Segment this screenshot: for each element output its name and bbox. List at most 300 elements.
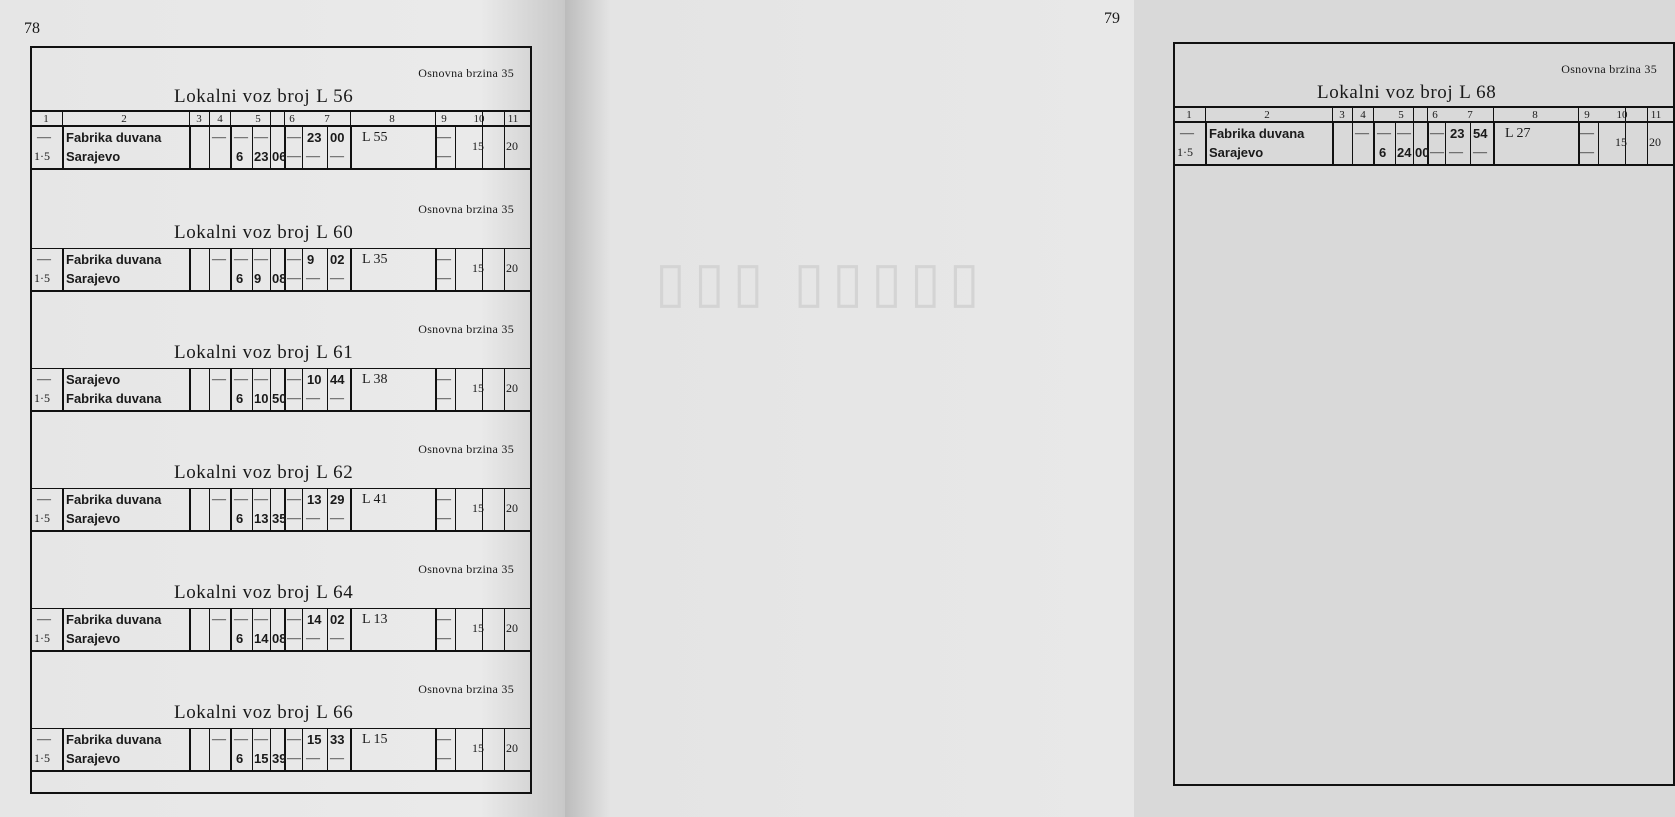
empty-dash: —: [287, 492, 301, 507]
arrival-minute: 50: [272, 391, 287, 406]
column-divider: [350, 112, 351, 125]
column-divider: [230, 729, 232, 770]
empty-dash: —: [1580, 126, 1594, 141]
column-divider: [302, 489, 303, 530]
column-divider: [302, 127, 303, 168]
col10-value: 15: [472, 741, 484, 755]
departure-minute: 02: [330, 612, 345, 627]
km-value: 1·5: [34, 271, 50, 285]
column-divider: [209, 489, 210, 530]
empty-dash: —: [437, 149, 451, 164]
arrival-col3-value: 6: [1379, 145, 1387, 160]
empty-dash: —: [212, 492, 226, 507]
departure-hour: 9: [307, 252, 315, 267]
column-divider: [62, 369, 64, 410]
column-divider: [284, 112, 285, 125]
empty-dash: —: [1473, 145, 1487, 160]
column-divider: [482, 112, 483, 125]
empty-dash: —: [254, 732, 268, 747]
empty-dash: —: [437, 612, 451, 627]
arrival-hour: 14: [254, 631, 269, 646]
empty-dash: —: [330, 511, 344, 526]
column-header-label: 6: [289, 113, 295, 125]
departure-minute: 44: [330, 372, 345, 387]
crossing-train: L 35: [362, 252, 388, 267]
empty-dash: —: [287, 391, 301, 406]
col11-value: 20: [506, 621, 518, 635]
column-divider: [209, 249, 210, 290]
col11-value: 20: [506, 501, 518, 515]
column-divider: [1332, 108, 1333, 121]
col10-value: 15: [472, 381, 484, 395]
column-divider: [350, 249, 352, 290]
speed-label: Osnovna brzina 35: [418, 442, 514, 456]
empty-dash: —: [437, 751, 451, 766]
train-block: [32, 544, 530, 662]
column-divider: [1373, 108, 1374, 121]
departure-minute: 00: [330, 130, 345, 145]
empty-dash: —: [437, 732, 451, 747]
column-header-label: 10: [1616, 109, 1628, 121]
timetable-row: [32, 608, 530, 652]
empty-dash: —: [234, 372, 248, 387]
column-divider: [209, 369, 210, 410]
column-divider: [62, 127, 64, 168]
station-to: Sarajevo: [1209, 145, 1264, 160]
empty-dash: —: [1430, 145, 1444, 160]
empty-dash: —: [212, 130, 226, 145]
train-block: [32, 424, 530, 542]
column-divider: [252, 127, 253, 168]
empty-dash: —: [437, 252, 451, 267]
empty-dash: —: [234, 252, 248, 267]
column-divider: [62, 729, 64, 770]
empty-dash: —: [254, 130, 268, 145]
train-title-text: Lokalni voz broj: [174, 222, 311, 243]
column-divider: [455, 369, 456, 410]
empty-dash: —: [306, 631, 320, 646]
train-title: [174, 342, 353, 364]
station-to: Sarajevo: [66, 149, 121, 164]
speed-label: Osnovna brzina 35: [418, 562, 514, 576]
column-divider: [1625, 108, 1626, 121]
column-divider: [230, 369, 232, 410]
speed-label: Osnovna brzina 35: [418, 682, 514, 696]
train-title-text: Lokalni voz broj: [174, 342, 311, 363]
col11-value: 20: [506, 261, 518, 275]
column-divider: [455, 249, 456, 290]
train-title: [174, 702, 353, 724]
column-divider: [504, 489, 505, 530]
station-from: Fabrika duvana: [66, 252, 162, 267]
col11-value: 20: [1649, 135, 1661, 149]
column-divider: [189, 729, 191, 770]
column-divider: [230, 489, 232, 530]
arrival-col3-value: 6: [236, 149, 244, 164]
arrival-hour: 10: [254, 391, 269, 406]
column-header-label: 2: [121, 113, 127, 125]
empty-dash: —: [1449, 145, 1463, 160]
km-dash: —: [37, 732, 51, 747]
column-divider: [1413, 108, 1414, 121]
km-value: 1·5: [34, 391, 50, 405]
column-divider: [350, 729, 352, 770]
column-divider: [1427, 108, 1428, 121]
column-header-label: 7: [1467, 109, 1473, 121]
column-divider: [327, 729, 328, 770]
arrival-hour: 9: [254, 271, 262, 286]
empty-dash: —: [287, 130, 301, 145]
column-header-label: 1: [1186, 109, 1192, 121]
column-divider: [270, 112, 271, 125]
timetable-frame-left: [30, 46, 532, 794]
empty-dash: —: [212, 732, 226, 747]
empty-dash: —: [330, 391, 344, 406]
column-header-label: 9: [1584, 109, 1590, 121]
crossing-train: L 13: [362, 612, 388, 627]
column-header-label: 4: [1360, 109, 1366, 121]
column-divider: [1445, 123, 1446, 164]
page-number-right: 79: [1104, 10, 1120, 27]
column-header-label: 5: [255, 113, 261, 125]
empty-dash: —: [234, 612, 248, 627]
column-header-label: 3: [1339, 109, 1345, 121]
column-divider: [1647, 108, 1648, 121]
column-header-label: 1: [43, 113, 49, 125]
col10-value: 15: [472, 261, 484, 275]
column-divider: [230, 609, 232, 650]
train-number: L 64: [316, 582, 354, 603]
empty-dash: —: [287, 372, 301, 387]
column-divider: [252, 609, 253, 650]
arrival-minute: 35: [272, 511, 287, 526]
column-divider: [327, 609, 328, 650]
col10-value: 15: [472, 621, 484, 635]
column-divider: [189, 609, 191, 650]
train-number: L 68: [1459, 82, 1497, 103]
column-divider: [327, 369, 328, 410]
column-divider: [1205, 123, 1207, 164]
empty-dash: —: [1355, 126, 1369, 141]
column-divider: [504, 729, 505, 770]
column-divider: [209, 127, 210, 168]
train-title-text: Lokalni voz broj: [1317, 82, 1454, 103]
column-divider: [189, 112, 190, 125]
arrival-col3-value: 6: [236, 631, 244, 646]
km-value: 1·5: [34, 631, 50, 645]
arrival-col3-value: 6: [236, 271, 244, 286]
station-to: Sarajevo: [66, 751, 121, 766]
station-from: Fabrika duvana: [66, 612, 162, 627]
column-divider: [350, 609, 352, 650]
column-header-row: [32, 110, 530, 126]
station-from: Fabrika duvana: [66, 732, 162, 747]
empty-dash: —: [437, 511, 451, 526]
empty-dash: —: [212, 252, 226, 267]
column-divider: [270, 609, 271, 650]
column-divider: [230, 127, 232, 168]
column-divider: [252, 369, 253, 410]
col10-value: 15: [1615, 135, 1627, 149]
empty-dash: —: [287, 732, 301, 747]
col11-value: 20: [506, 139, 518, 153]
arrival-hour: 23: [254, 149, 269, 164]
empty-dash: —: [234, 492, 248, 507]
column-divider: [504, 112, 505, 125]
column-header-label: 8: [389, 113, 395, 125]
km-dash: —: [37, 492, 51, 507]
empty-dash: —: [306, 391, 320, 406]
left-page: [0, 0, 565, 817]
arrival-minute: 06: [272, 149, 287, 164]
train-title: [1317, 82, 1496, 104]
departure-hour: 15: [307, 732, 322, 747]
column-divider: [270, 489, 271, 530]
km-value: 1·5: [34, 511, 50, 525]
train-block: [32, 184, 530, 302]
timetable-frame-right: [1173, 42, 1675, 786]
column-divider: [455, 489, 456, 530]
empty-dash: —: [254, 612, 268, 627]
column-divider: [504, 609, 505, 650]
empty-dash: —: [306, 751, 320, 766]
crossing-train: L 55: [362, 130, 388, 145]
timetable-row: [32, 488, 530, 532]
km-dash: —: [37, 372, 51, 387]
crossing-train: L 27: [1505, 126, 1531, 141]
empty-dash: —: [330, 631, 344, 646]
train-number: L 61: [316, 342, 354, 363]
empty-dash: —: [287, 149, 301, 164]
empty-dash: —: [234, 130, 248, 145]
departure-minute: 33: [330, 732, 345, 747]
arrival-minute: 08: [272, 631, 287, 646]
train-block: [32, 664, 530, 782]
train-title: [174, 86, 353, 108]
station-to: Fabrika duvana: [66, 391, 162, 406]
column-divider: [209, 729, 210, 770]
train-number: L 60: [316, 222, 354, 243]
column-divider: [1395, 123, 1396, 164]
column-divider: [1352, 123, 1353, 164]
train-block: [32, 48, 530, 166]
km-value: 1·5: [1177, 145, 1193, 159]
crossing-train: L 15: [362, 732, 388, 747]
arrival-col3-value: 6: [236, 751, 244, 766]
column-divider: [1470, 123, 1471, 164]
empty-dash: —: [437, 492, 451, 507]
right-page: [565, 0, 1662, 817]
col10-value: 15: [472, 139, 484, 153]
show-through-watermark: ▯▯▯ ▯▯▯▯▯: [655, 252, 988, 314]
arrival-minute: 08: [272, 271, 287, 286]
train-title: [174, 582, 353, 604]
empty-dash: —: [306, 271, 320, 286]
column-divider: [230, 249, 232, 290]
empty-dash: —: [212, 372, 226, 387]
train-title: [174, 462, 353, 484]
column-divider: [252, 729, 253, 770]
column-header-label: 6: [1432, 109, 1438, 121]
empty-dash: —: [437, 372, 451, 387]
speed-label: Osnovna brzina 35: [418, 66, 514, 80]
station-from: Fabrika duvana: [1209, 126, 1305, 141]
column-divider: [302, 369, 303, 410]
column-divider: [1598, 123, 1599, 164]
train-block: [1175, 44, 1673, 162]
empty-dash: —: [1377, 126, 1391, 141]
timetable-row: [32, 126, 530, 170]
speed-label: Osnovna brzina 35: [1561, 62, 1657, 76]
station-to: Sarajevo: [66, 271, 121, 286]
empty-dash: —: [1430, 126, 1444, 141]
column-divider: [327, 127, 328, 168]
column-divider: [504, 127, 505, 168]
arrival-minute: 00: [1415, 145, 1430, 160]
column-divider: [189, 489, 191, 530]
column-divider: [252, 249, 253, 290]
empty-dash: —: [287, 612, 301, 627]
column-divider: [62, 249, 64, 290]
column-header-label: 4: [217, 113, 223, 125]
departure-hour: 23: [307, 130, 322, 145]
station-from: Sarajevo: [66, 372, 121, 387]
station-from: Fabrika duvana: [66, 130, 162, 145]
column-divider: [455, 729, 456, 770]
empty-dash: —: [306, 149, 320, 164]
timetable-row: [32, 728, 530, 772]
column-divider: [1578, 108, 1579, 121]
train-title-text: Lokalni voz broj: [174, 86, 311, 107]
column-divider: [230, 112, 231, 125]
col11-value: 20: [506, 741, 518, 755]
km-value: 1·5: [34, 751, 50, 765]
train-title-text: Lokalni voz broj: [174, 702, 311, 723]
col11-value: 20: [506, 381, 518, 395]
column-divider: [62, 112, 63, 125]
column-divider: [350, 127, 352, 168]
train-title-text: Lokalni voz broj: [174, 462, 311, 483]
column-divider: [270, 729, 271, 770]
empty-dash: —: [437, 130, 451, 145]
column-divider: [1647, 123, 1648, 164]
column-divider: [327, 489, 328, 530]
timetable-row: [32, 248, 530, 292]
train-number: L 56: [316, 86, 354, 107]
column-divider: [350, 489, 352, 530]
column-divider: [62, 489, 64, 530]
speed-label: Osnovna brzina 35: [418, 202, 514, 216]
column-divider: [302, 729, 303, 770]
arrival-hour: 13: [254, 511, 269, 526]
arrival-col3-value: 6: [236, 391, 244, 406]
empty-dash: —: [330, 271, 344, 286]
train-number: L 62: [316, 462, 354, 483]
column-header-row: [1175, 106, 1673, 122]
column-header-label: 3: [196, 113, 202, 125]
km-dash: —: [37, 130, 51, 145]
station-to: Sarajevo: [66, 631, 121, 646]
column-divider: [435, 112, 436, 125]
column-header-label: 9: [441, 113, 447, 125]
column-divider: [327, 249, 328, 290]
arrival-col3-value: 6: [236, 511, 244, 526]
column-header-label: 8: [1532, 109, 1538, 121]
column-divider: [455, 609, 456, 650]
column-header-label: 11: [1650, 109, 1662, 121]
departure-minute: 54: [1473, 126, 1488, 141]
empty-dash: —: [330, 751, 344, 766]
empty-dash: —: [437, 271, 451, 286]
departure-hour: 23: [1450, 126, 1465, 141]
empty-dash: —: [287, 511, 301, 526]
km-dash: —: [37, 252, 51, 267]
column-header-label: 5: [1398, 109, 1404, 121]
arrival-minute: 39: [272, 751, 287, 766]
column-divider: [270, 249, 271, 290]
empty-dash: —: [254, 372, 268, 387]
column-divider: [455, 127, 456, 168]
empty-dash: —: [287, 252, 301, 267]
km-value: 1·5: [34, 149, 50, 163]
column-divider: [189, 127, 191, 168]
departure-hour: 13: [307, 492, 322, 507]
empty-dash: —: [1580, 145, 1594, 160]
speed-label: Osnovna brzina 35: [418, 322, 514, 336]
page-number-left: 78: [24, 20, 40, 37]
column-divider: [189, 249, 191, 290]
empty-dash: —: [306, 511, 320, 526]
column-divider: [62, 609, 64, 650]
train-number: L 66: [316, 702, 354, 723]
empty-dash: —: [287, 271, 301, 286]
empty-dash: —: [1397, 126, 1411, 141]
timetable-row: [32, 368, 530, 412]
column-divider: [302, 249, 303, 290]
departure-minute: 02: [330, 252, 345, 267]
empty-dash: —: [437, 631, 451, 646]
column-divider: [350, 369, 352, 410]
km-dash: —: [37, 612, 51, 627]
column-divider: [504, 249, 505, 290]
departure-hour: 10: [307, 372, 322, 387]
arrival-hour: 24: [1397, 145, 1412, 160]
station-to: Sarajevo: [66, 511, 121, 526]
crossing-train: L 41: [362, 492, 388, 507]
column-divider: [270, 127, 271, 168]
km-dash: —: [1180, 126, 1194, 141]
column-divider: [302, 609, 303, 650]
column-divider: [504, 369, 505, 410]
departure-minute: 29: [330, 492, 345, 507]
crossing-train: L 38: [362, 372, 388, 387]
column-divider: [1373, 123, 1375, 164]
column-divider: [252, 489, 253, 530]
column-divider: [209, 112, 210, 125]
column-divider: [1413, 123, 1414, 164]
train-title: [174, 222, 353, 244]
departure-hour: 14: [307, 612, 322, 627]
column-header-label: 2: [1264, 109, 1270, 121]
column-divider: [209, 609, 210, 650]
arrival-hour: 15: [254, 751, 269, 766]
timetable-row: [1175, 122, 1673, 166]
empty-dash: —: [330, 149, 344, 164]
empty-dash: —: [234, 732, 248, 747]
empty-dash: —: [254, 252, 268, 267]
empty-dash: —: [254, 492, 268, 507]
empty-dash: —: [212, 612, 226, 627]
